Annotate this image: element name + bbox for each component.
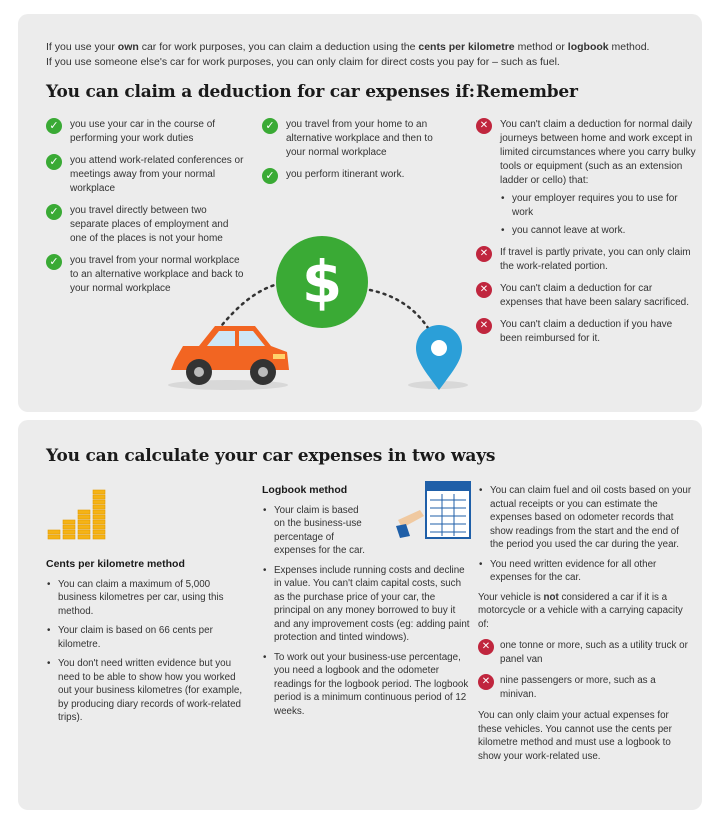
calculate-title: You can calculate your car expenses in two ways xyxy=(46,446,496,466)
fuel-evidence-list xyxy=(478,484,692,585)
intro-line1-d: method. xyxy=(608,41,650,53)
remember-text: You can't claim a deduction for car expenses that have been salary sacrificed. xyxy=(500,283,689,308)
list-item: • Your claim is based on 66 cents per kilometre. xyxy=(46,624,246,651)
logbook-icon xyxy=(396,480,474,542)
claim-panel xyxy=(18,14,702,412)
list-item: • You can claim fuel and oil costs based on your actual receipts or you can estimate the expenses based on odometer records that show readings from the start and the end of the period you used the car during the year. xyxy=(478,484,692,552)
remember-text: You can't claim a deduction if you have been reimbursed for it. xyxy=(500,319,673,344)
claim-text: you travel from your home to an alternative workplace and then to your normal workplace xyxy=(286,119,433,158)
remember-sublist xyxy=(500,192,696,238)
cross-icon: ✕ xyxy=(476,318,492,334)
cross-icon: ✕ xyxy=(476,118,492,134)
cross-icon: ✕ xyxy=(476,246,492,262)
intro-line1-b: car for work purposes, you can claim a deduction using the xyxy=(138,41,419,53)
list-item xyxy=(478,639,692,666)
remember-text: If travel is partly private, you can only claim the work-related portion. xyxy=(500,247,691,272)
check-icon: ✓ xyxy=(46,154,62,170)
list-item xyxy=(476,282,696,310)
car-travel-illustration xyxy=(138,232,478,392)
remember-text: You can't claim a deduction for normal daily journeys between home and work except in limited circumstances where you carry bulky tools or equipment (such as an extension ladder or cello) that: xyxy=(500,119,696,186)
intro-logbook: logbook xyxy=(567,41,609,53)
claim-text: you travel from your normal workplace to an alternative workplace and back to your normal workplace xyxy=(70,255,244,294)
vehicle-exclusion-list xyxy=(478,639,692,701)
logbook-section xyxy=(262,484,472,724)
claim-text: you attend work-related conferences or meetings away from your normal workplace xyxy=(70,155,244,194)
list-item: • Expenses include running costs and decline in value. You can't claim capital costs, such as the purchase price of your car, the principal on any money borrowed to buy it and any improvement costs (eg: adding paint protection and tinted windows). xyxy=(262,564,472,645)
cross-icon: ✕ xyxy=(478,639,494,655)
check-icon: ✓ xyxy=(46,204,62,220)
intro-line1-a: If you use your xyxy=(46,41,118,53)
list-item xyxy=(500,192,696,220)
sub-text: your employer requires you to use for work xyxy=(512,193,678,218)
cents-per-km-heading: Cents per kilometre method xyxy=(46,558,185,570)
check-icon: ✓ xyxy=(262,118,278,134)
cross-icon: ✕ xyxy=(478,674,494,690)
vehicle-not: not xyxy=(543,591,559,603)
claim-text: you perform itinerant work. xyxy=(286,169,405,180)
list-item xyxy=(262,118,452,160)
vehicle-section xyxy=(478,484,692,763)
location-pin-icon xyxy=(414,324,464,392)
list-item xyxy=(476,318,696,346)
logbook-heading: Logbook method xyxy=(262,484,348,496)
remember-title: Remember xyxy=(476,82,578,102)
list-item: • You can claim a maximum of 5,000 business kilometres per car, using this method. xyxy=(46,578,246,619)
sub-text: you cannot leave at work. xyxy=(512,225,626,236)
list-item: • To work out your business-use percentage, you need a logbook and the odometer readings for the logbook period. The logbook period is a minimum continuous period of 12 weeks. xyxy=(262,651,472,719)
closing-text: You can only claim your actual expenses for these vehicles. You cannot use the cents per kilometre method and must use a logbook to show your work-related use. xyxy=(478,710,672,762)
exclusion-text: one tonne or more, such as a utility truck or panel van xyxy=(500,640,688,665)
intro-line2: If you use someone else's car for work purposes, you can only claim for direct costs you pay for – such as fuel. xyxy=(46,56,560,68)
list-item xyxy=(500,224,696,238)
coin-stacks-icon xyxy=(46,484,116,544)
dollar-icon: $ xyxy=(276,236,368,328)
car-icon xyxy=(163,318,293,388)
calculate-panel xyxy=(18,420,702,810)
cents-per-km-list xyxy=(46,578,246,725)
vehicle-text-a: Your vehicle is xyxy=(478,591,544,603)
vehicle-definition xyxy=(478,591,692,632)
check-icon: ✓ xyxy=(262,168,278,184)
cents-per-km-section xyxy=(46,558,246,731)
list-item: • You don't need written evidence but you need to be able to show how you worked out your business kilometres (for example, by producing diary records of work-related trips). xyxy=(46,657,246,725)
intro-line1-c: method or xyxy=(514,41,568,53)
list-item: • You need written evidence for all other expenses for the car. xyxy=(478,558,692,585)
exclusion-text: nine passengers or more, such as a minivan. xyxy=(500,675,656,700)
check-icon: ✓ xyxy=(46,118,62,134)
claim-list-col2 xyxy=(262,118,452,190)
list-item xyxy=(46,154,246,196)
cross-icon: ✕ xyxy=(476,282,492,298)
remember-list xyxy=(476,118,696,354)
list-item xyxy=(476,246,696,274)
intro-cents: cents per kilometre xyxy=(418,41,515,53)
intro-own: own xyxy=(117,41,139,53)
check-icon: ✓ xyxy=(46,254,62,270)
claim-text: you use your car in the course of performing your work duties xyxy=(70,119,216,144)
intro-text xyxy=(46,40,686,70)
list-item xyxy=(46,118,246,146)
list-item xyxy=(262,168,452,182)
list-item xyxy=(478,674,692,701)
list-item: • Your claim is based on the business-use percentage of expenses for the car. xyxy=(262,504,370,558)
claim-text: you travel directly between two separate places of employment and one of the places is not your home xyxy=(70,205,229,244)
vehicle-text-b: considered a car if it is a motorcycle or a vehicle with a carrying capacity of: xyxy=(478,591,683,630)
claim-title: You can claim a deduction for car expenses if: xyxy=(46,82,475,102)
list-item xyxy=(476,118,696,238)
